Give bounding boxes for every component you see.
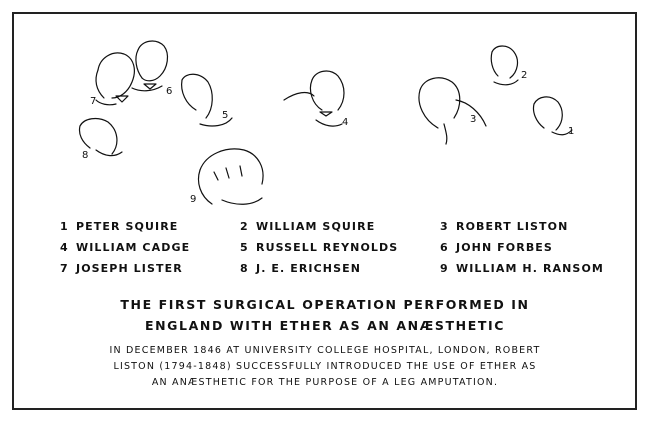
figure-number-8: 8 (82, 150, 89, 161)
key-name: RUSSELL REYNOLDS (256, 241, 399, 254)
caption-description-line-3: AN ANÆSTHETIC FOR THE PURPOSE OF A LEG AMPUTATION. (151, 377, 499, 388)
key-entry-8: 8 J. E. ERICHSEN (240, 262, 362, 275)
figure-number-9: 9 (190, 194, 197, 205)
key-name: PETER SQUIRE (76, 220, 179, 233)
head-sketch-6 (132, 41, 167, 91)
key-name: ROBERT LISTON (456, 220, 569, 233)
key-name: WILLIAM H. RANSOM (456, 262, 604, 275)
key-entry-1: 1 PETER SQUIRE (60, 220, 179, 233)
key-name: J. E. ERICHSEN (256, 262, 362, 275)
key-entry-3: 3 ROBERT LISTON (440, 220, 569, 233)
caption-title-line-2: ENGLAND WITH ETHER AS AN ANÆSTHETIC (144, 318, 505, 333)
key-entry-2: 2 WILLIAM SQUIRE (240, 220, 376, 233)
key-entry-6: 6 JOHN FORBES (440, 241, 553, 254)
figure-number-5: 5 (222, 110, 229, 121)
head-sketch-3 (419, 78, 486, 144)
key-name: WILLIAM SQUIRE (256, 220, 376, 233)
key-name: JOHN FORBES (456, 241, 553, 254)
caption-description-line-1: IN DECEMBER 1846 AT UNIVERSITY COLLEGE HOSPITAL, LONDON, ROBERT (109, 345, 541, 356)
figure-number-6: 6 (166, 86, 173, 97)
key-name: JOSEPH LISTER (76, 262, 183, 275)
figure-number-2: 2 (521, 70, 528, 81)
figure-number-3: 3 (470, 114, 477, 125)
key-entry-7: 7 JOSEPH LISTER (60, 262, 183, 275)
head-sketch-7 (96, 53, 134, 105)
caption-title-line-1: THE FIRST SURGICAL OPERATION PERFORMED IN (120, 297, 530, 312)
caption-description-line-2: LISTON (1794-1848) SUCCESSFULLY INTRODUCED THE USE OF ETHER AS (113, 361, 537, 372)
head-sketch-2 (491, 46, 518, 85)
key-entry-9: 9 WILLIAM H. RANSOM (440, 262, 604, 275)
head-sketch-9 (199, 149, 264, 204)
head-sketch-4 (284, 71, 344, 126)
figure-number-4: 4 (342, 117, 349, 128)
figure-number-1: 1 (568, 126, 575, 137)
key-name: WILLIAM CADGE (76, 241, 191, 254)
head-sketch-1 (533, 97, 575, 137)
key-entry-4: 4 WILLIAM CADGE (60, 241, 191, 254)
figure-number-7: 7 (90, 96, 97, 107)
key-entry-5: 5 RUSSELL REYNOLDS (240, 241, 399, 254)
